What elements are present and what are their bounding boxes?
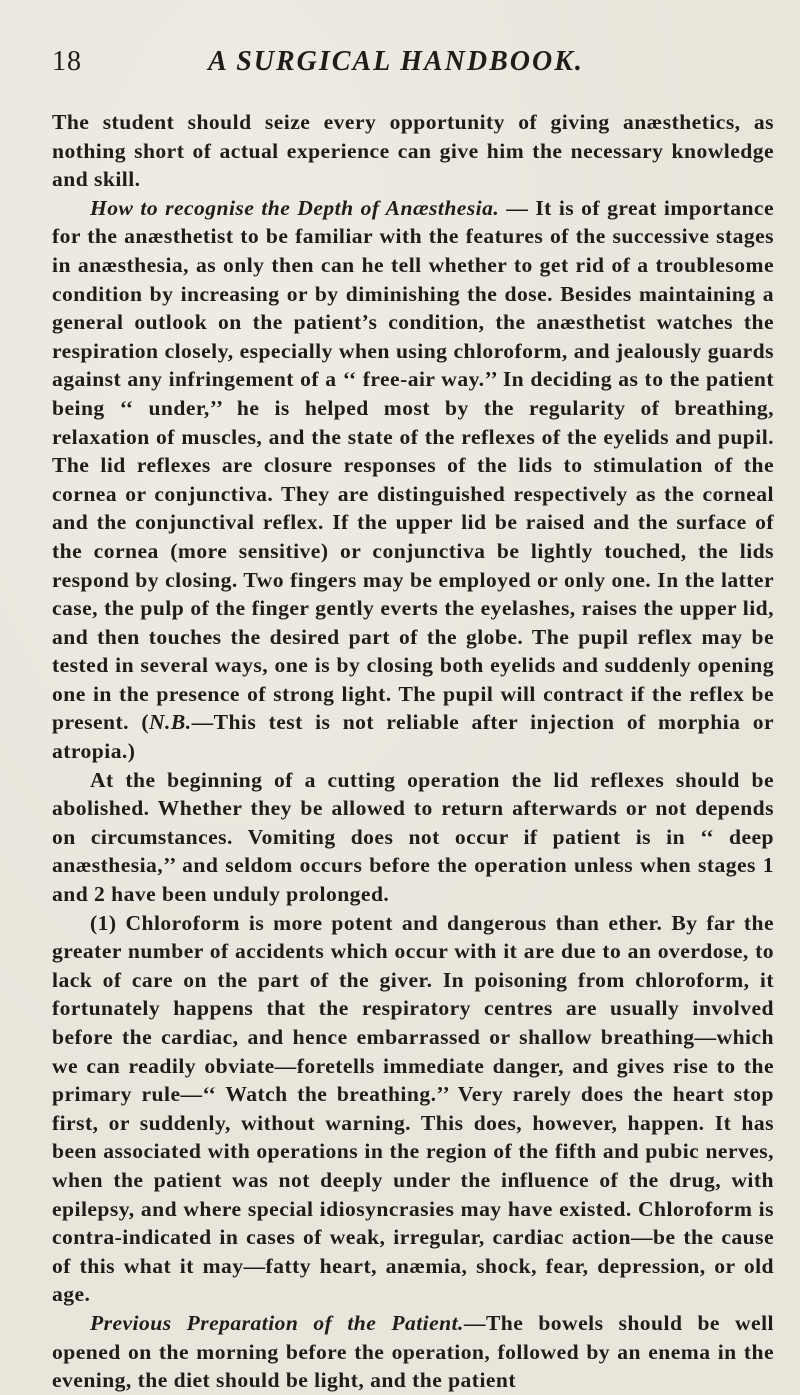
paragraph-text: —The bowels should be well opened on the morning before the operation, followed by an enema in the evening, the diet should be light, and the patient (52, 1310, 774, 1393)
section-heading: How to recognise the Depth of Anæsthesia. (90, 195, 500, 220)
paragraph (52, 909, 774, 1309)
paragraph-text: (1) Chloroform is more potent and dangerous than ether. By far the greater number of accidents which occur with it are due to an overdose, to lack of care on the part of the giver. In poisoning from chloroform, it fortunately happens that the respiratory centres are usually involved before the cardiac, and hence embarrassed or shallow breathing—which we can readily obviate—foretells immediate danger, and gives rise to the primary rule—‘‘ Watch the breathing.’’ Very rarely does the heart stop first, or suddenly, without warning. This does, however, happen. It has been associated with operations in the region of the fifth and pubic nerves, when the patient was not deeply under the influence of the drug, with epilepsy, and where special idiosyncrasies may have existed. Chloroform is contra-indicated in cases of weak, irregular, cardiac action—be the cause of this what it may—fatty heart, anæmia, shock, fear, depression, or old age. (52, 910, 774, 1307)
paragraph-text: At the beginning of a cutting operation the lid reflexes should be abolished. Whether they be allowed to return afterwards or not depends on circumstances. Vomiting does not occur if patient is in ‘‘ deep anæsthesia,’’ and seldom occurs before the operation unless when stages 1 and 2 have been unduly prolonged. (52, 767, 774, 907)
paragraph (52, 1309, 774, 1395)
paragraph (52, 194, 774, 766)
paragraph (52, 108, 774, 194)
page-number: 18 (52, 46, 82, 77)
body-text (52, 108, 774, 1395)
paragraph-text: —This test is not reliable after injection of morphia or atropia.) (52, 710, 775, 764)
section-heading: Previous Preparation of the Patient. (90, 1310, 464, 1335)
paragraph-text: — It is of great importance for the anæsthetist to be familiar with the features of the successive stages in anæsthesia, as only then can he tell whether to get rid of a troublesome condition by increasing or by diminishing the dose. Besides maintaining a general outlook on the patient’s condition, the anæsthetist watches the respiration closely, especially when using chloroform, and jealously guards against any infringement of a ‘‘ free-air way.’’ In deciding as to the patient being ‘‘ under,’’ he is helped most by the regularity of breathing, relaxation of muscles, and the state of the reflexes of the eyelids and pupil. The lid reflexes are closure responses of the lids to stimulation of the cornea or conjunctiva. They are distinguished respectively as the corneal and the conjunctival reflex. If the upper lid be raised and the surface of the cornea (more sensitive) or conjunctiva be lightly touched, the lids respond by closing. Two fingers may be employed or only one. In the latter case, the pulp of the finger gently everts the eyelashes, raises the upper lid, and then touches the desired part of the globe. The pupil reflex may be tested in several ways, one is by closing both eyelids and suddenly opening one in the presence of strong light. The pupil will contract if the reflex be present. ( (52, 195, 774, 735)
running-title: A SURGICAL HANDBOOK. (208, 46, 584, 77)
nota-bene: N.B. (148, 710, 192, 735)
paragraph-text: The student should seize every opportunity of giving anæsthetics, as nothing short of actual experience can give him the necessary knowledge and skill. (52, 110, 774, 192)
page-header (52, 46, 740, 86)
paragraph (52, 766, 774, 909)
